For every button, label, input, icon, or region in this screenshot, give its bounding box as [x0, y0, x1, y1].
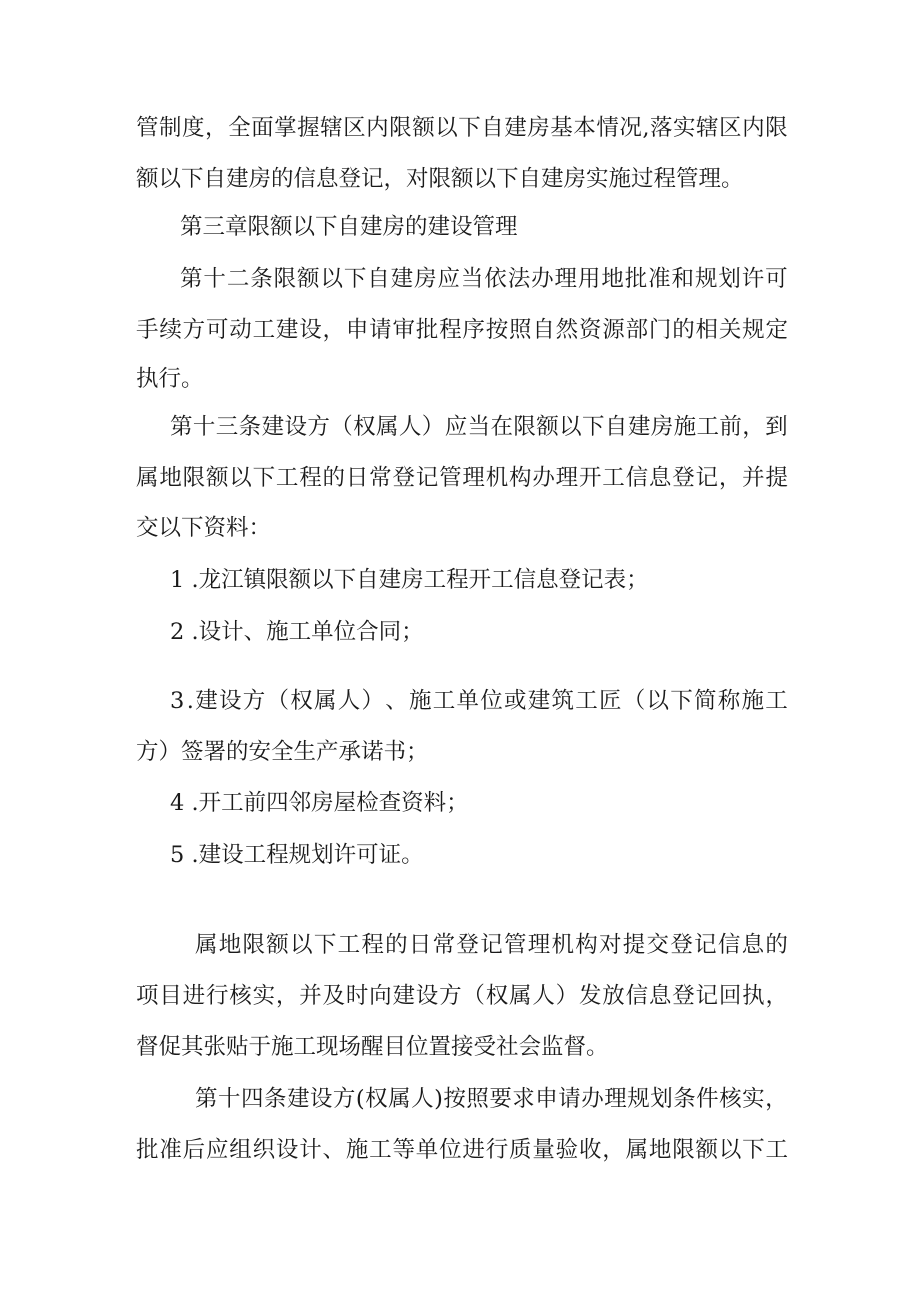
- chapter-heading: 第三章限额以下自建房的建设管理: [180, 214, 518, 240]
- text-line: 批 准 后 应 组 织 设 计 、 施 工 等 单 位 进 行 质 量 验 收 ， 属 地 限 额 以 下 工: [136, 1137, 788, 1163]
- text-line: 额以下自建房的信息登记，对限额以下自建房实施过程管理。: [136, 166, 744, 192]
- text-line: 交以下资料：: [136, 515, 272, 541]
- text-line: 属 地 限 额 以 下 工 程 的 日 常 登 记 管 理 机 构 对 提 交 登 记 信 息 的: [195, 932, 788, 958]
- list-item: 3 . 建 设 方 （ 权 属 人 ） 、 施 工 单 位 或 建 筑 工 匠 （ 以 下 简 称 施 工: [170, 688, 788, 714]
- text-line: 第 十 三 条 建 设 方 （ 权 属 人 ） 应 当 在 限 额 以 下 自 建 房 施 工 前 ， 到: [170, 414, 788, 440]
- text-line: 管 制 度 ， 全 面 掌 握 辖 区 内 限 额 以 下 自 建 房 基 本 情 况 , 落 实 辖 区 内 限: [136, 115, 788, 141]
- list-item: 1 .龙江镇限额以下自建房工程开工信息登记表；: [170, 567, 649, 593]
- list-item: 4 .开工前四邻房屋检查资料；: [170, 790, 469, 816]
- text-line: 方）签署的安全生产承诺书；: [136, 739, 429, 765]
- text-line: 手 续 方 可 动 工 建 设 ， 申 请 审 批 程 序 按 照 自 然 资 源 部 门 的 相 关 规 定: [136, 317, 788, 343]
- text-line: 执行。: [136, 366, 204, 392]
- text-line: 项 目 进 行 核 实 ， 并 及 时 向 建 设 方 （ 权 属 人 ） 发 放 信 息 登 记 回 执 ，: [136, 983, 788, 1009]
- list-item: 5 .建设工程规划许可证。: [170, 842, 424, 868]
- text-line: 属 地 限 额 以 下 工 程 的 日 常 登 记 管 理 机 构 办 理 开 工 信 息 登 记 ， 并 提: [136, 465, 788, 491]
- text-line: 第 十 二 条 限 额 以 下 自 建 房 应 当 依 法 办 理 用 地 批 准 和 规 划 许 可: [180, 266, 788, 292]
- list-item: 2 .设计、施工单位合同；: [170, 619, 424, 645]
- text-line: 第 十 四 条 建 设 方 ( 权 属 人 ) 按 照 要 求 申 请 办 理 规 划 条 件 核 实 ，: [195, 1086, 788, 1112]
- text-line: 督促其张贴于施工现场醒目位置接受社会监督。: [136, 1034, 609, 1060]
